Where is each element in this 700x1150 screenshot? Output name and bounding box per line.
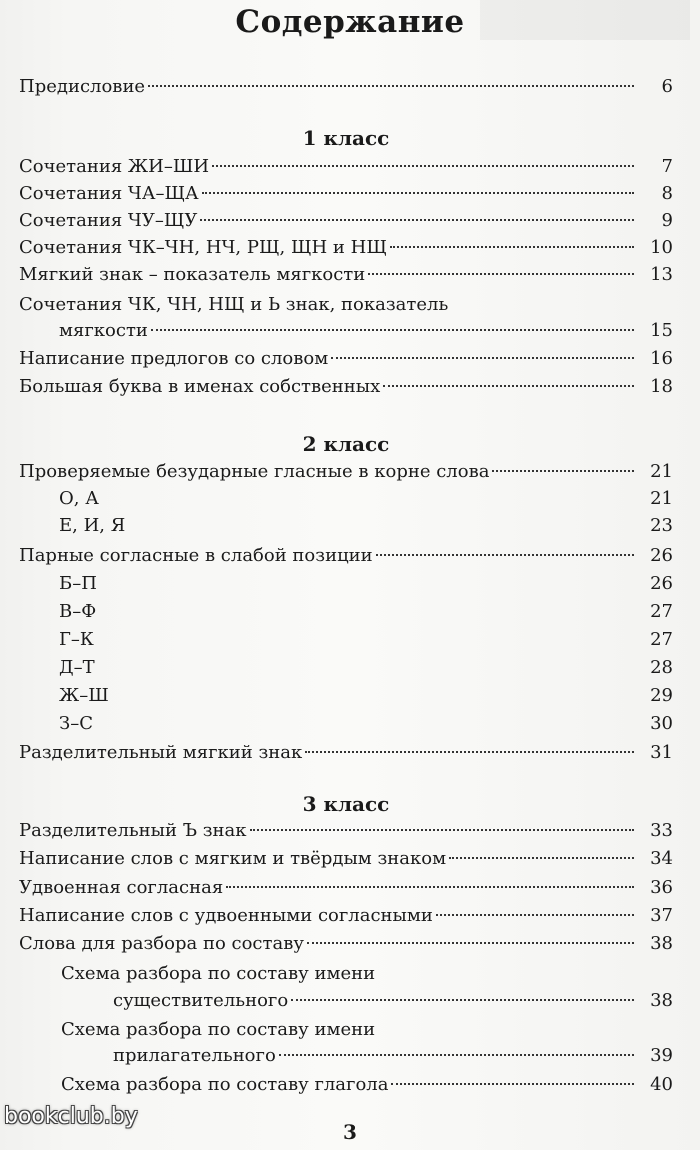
toc-entry-label: Разделительный мягкий знак <box>19 742 303 763</box>
toc-entry-page: 27 <box>650 629 673 650</box>
toc-entry[interactable] <box>19 264 673 286</box>
toc-entry-label: Написание слов с мягким и твёрдым знаком <box>19 848 447 869</box>
dot-leader <box>97 638 634 640</box>
toc-entry[interactable] <box>19 742 673 764</box>
dot-leader <box>96 722 634 724</box>
toc-entry-page: 29 <box>650 685 673 706</box>
dot-leader <box>102 497 634 499</box>
toc-entry-label: Схема разбора по составу имени <box>61 1019 376 1040</box>
toc-entry-label: Парные согласные в слабой позиции <box>19 545 373 566</box>
toc-subentry[interactable] <box>59 685 673 707</box>
dot-leader <box>307 942 634 944</box>
toc-entry-preface[interactable] <box>19 76 673 98</box>
toc-entry[interactable] <box>19 183 673 205</box>
toc-entry-label: Схема разбора по составу глагола <box>61 1074 389 1095</box>
toc-entry-label: Д–Т <box>59 657 95 678</box>
toc-subentry[interactable] <box>59 515 673 537</box>
section-heading: 3 класс <box>302 792 390 816</box>
dot-leader <box>492 470 634 472</box>
toc-entry-page: 8 <box>661 183 673 204</box>
toc-entry[interactable] <box>19 905 673 927</box>
dot-leader <box>331 357 634 359</box>
toc-entry-page: 21 <box>650 461 673 482</box>
dot-leader <box>368 273 634 275</box>
toc-entry-line2[interactable] <box>59 320 673 342</box>
dot-leader <box>99 610 634 612</box>
toc-subentry-line2[interactable] <box>113 1045 673 1067</box>
toc-subentry[interactable] <box>59 657 673 679</box>
dot-leader <box>128 524 634 526</box>
toc-entry-label: Сочетания ЧК, ЧН, НЩ и Ь знак, показатель <box>19 294 449 315</box>
section-heading: 1 класс <box>302 126 390 150</box>
dot-leader <box>112 694 634 696</box>
toc-entry-line1[interactable] <box>19 294 673 316</box>
toc-entry-label: О, А <box>59 488 99 509</box>
toc-entry-label: Ж–Ш <box>59 685 109 706</box>
toc-subentry-line2[interactable] <box>113 990 673 1012</box>
toc-entry-page: 15 <box>650 320 673 341</box>
toc-entry-label-cont: мягкости <box>59 320 148 341</box>
toc-subentry[interactable] <box>59 573 673 595</box>
toc-entry-label: Сочетания ЧА–ЩА <box>19 183 199 204</box>
toc-entry-page: 37 <box>650 905 673 926</box>
dot-leader <box>291 999 634 1001</box>
toc-entry-page: 39 <box>650 1045 673 1066</box>
toc-entry-label: Слова для разбора по составу <box>19 933 304 954</box>
toc-entry-label: Сочетания ЖИ–ШИ <box>19 156 210 177</box>
toc-entry-label: Написание предлогов со словом <box>19 348 329 369</box>
dot-leader <box>151 329 634 331</box>
toc-entry-page: 28 <box>650 657 673 678</box>
toc-subentry-line1[interactable] <box>61 963 673 985</box>
toc-entry[interactable] <box>19 820 673 842</box>
toc-entry-label: Разделительный Ъ знак <box>19 820 247 841</box>
toc-entry-page: 16 <box>650 348 673 369</box>
toc-subentry-line1[interactable] <box>61 1019 673 1041</box>
toc-entry-page: 6 <box>661 76 673 97</box>
dot-leader <box>148 85 634 87</box>
toc-entry-page: 31 <box>650 742 673 763</box>
toc-entry-page: 38 <box>650 933 673 954</box>
toc-subentry[interactable] <box>59 713 673 735</box>
toc-entry[interactable] <box>19 461 673 483</box>
toc-entry-page: 10 <box>650 237 673 258</box>
toc-entry-label: Сочетания ЧК–ЧН, НЧ, РЩ, ЩН и НЩ <box>19 237 387 258</box>
toc-entry[interactable] <box>19 848 673 870</box>
toc-subentry[interactable] <box>59 601 673 623</box>
toc-entry-page: 30 <box>650 713 673 734</box>
toc-entry-page: 26 <box>650 573 673 594</box>
toc-entry-label: Написание слов с удвоенными согласными <box>19 905 433 926</box>
toc-entry-page: 9 <box>661 210 673 231</box>
dot-leader <box>390 246 634 248</box>
toc-entry-label: Г–К <box>59 629 94 650</box>
toc-subentry[interactable] <box>59 629 673 651</box>
dot-leader <box>376 554 634 556</box>
toc-entry-label: З–С <box>59 713 93 734</box>
toc-entry-page: 33 <box>650 820 673 841</box>
dot-leader <box>383 385 634 387</box>
dot-leader <box>100 582 634 584</box>
toc-entry-page: 40 <box>650 1074 673 1095</box>
toc-entry-label: В–Ф <box>59 601 97 622</box>
toc-entry[interactable] <box>19 376 673 398</box>
toc-entry-label: Удвоенная согласная <box>19 877 224 898</box>
toc-entry-label: Схема разбора по составу имени <box>61 963 376 984</box>
site-watermark: bookclub.by <box>4 1104 138 1129</box>
page-number: 3 <box>343 1120 357 1144</box>
toc-entry[interactable] <box>19 156 673 178</box>
dot-leader <box>449 857 634 859</box>
toc-entry-label: Б–П <box>59 573 97 594</box>
toc-entry-page: 7 <box>661 156 673 177</box>
toc-entry-label-cont: прилагательного <box>113 1045 276 1066</box>
toc-subentry[interactable] <box>61 1074 673 1096</box>
toc-entry-page: 23 <box>650 515 673 536</box>
toc-entry-page: 21 <box>650 488 673 509</box>
dot-leader <box>212 165 634 167</box>
page-title: Содержание <box>235 4 465 40</box>
dot-leader <box>200 219 634 221</box>
toc-entry-label: Сочетания ЧУ–ЩУ <box>19 210 198 231</box>
toc-entry-page: 26 <box>650 545 673 566</box>
toc-entry-label-cont: существительного <box>113 990 289 1011</box>
dot-leader <box>279 1054 634 1056</box>
section-heading: 2 класс <box>302 432 390 456</box>
dot-leader <box>98 666 634 668</box>
toc-entry-page: 34 <box>650 848 673 869</box>
toc-entry[interactable] <box>19 933 673 955</box>
toc-entry[interactable] <box>19 348 673 370</box>
toc-entry[interactable] <box>19 545 673 567</box>
toc-entry-page: 13 <box>650 264 673 285</box>
toc-entry-page: 18 <box>650 376 673 397</box>
dot-leader <box>202 192 634 194</box>
toc-entry-page: 36 <box>650 877 673 898</box>
toc-entry-page: 38 <box>650 990 673 1011</box>
dot-leader <box>226 886 634 888</box>
toc-entry-label: Предисловие <box>19 76 146 97</box>
dot-leader <box>391 1083 634 1085</box>
toc-entry-label: Большая буква в именах собственных <box>19 376 381 397</box>
toc-entry-label: Е, И, Я <box>59 515 126 536</box>
toc-entry-label: Мягкий знак – показатель мягкости <box>19 264 366 285</box>
toc-entry[interactable] <box>19 877 673 899</box>
toc-subentry[interactable] <box>59 488 673 510</box>
toc-entry-label: Проверяемые безударные гласные в корне слова <box>19 461 490 482</box>
dot-leader <box>250 829 634 831</box>
dot-leader <box>305 751 634 753</box>
toc-entry[interactable] <box>19 237 673 259</box>
toc-entry[interactable] <box>19 210 673 232</box>
dot-leader <box>436 914 634 916</box>
toc-entry-page: 27 <box>650 601 673 622</box>
